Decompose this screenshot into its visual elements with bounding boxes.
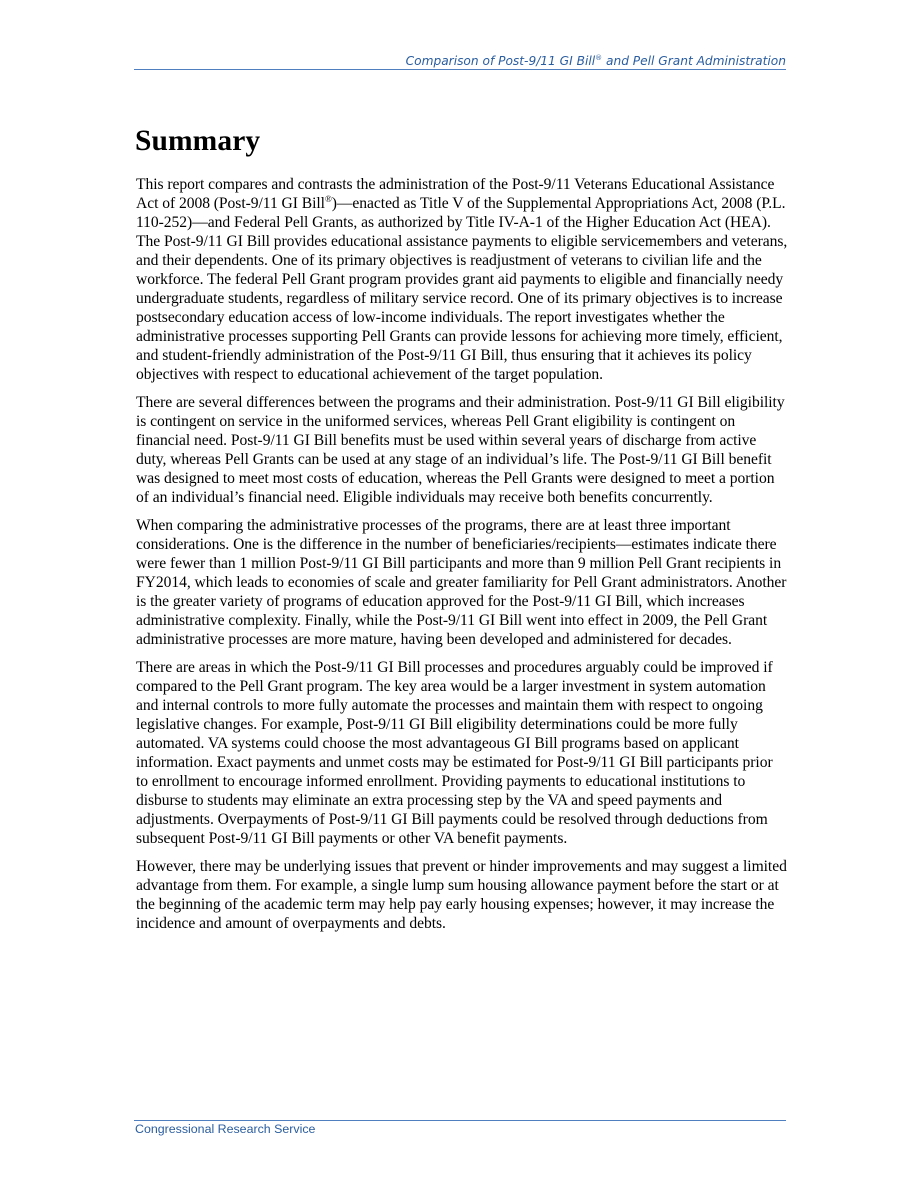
paragraph-differences: There are several differences between the programs and their administration. Post-9/11 GI Bill eligibility is contingent on service in the uniformed services, whereas Pell Grant eligibility is contingent on financial need. Post-9/11 GI Bill benefits must be used within several years of discharge from active duty, whereas Pell Grants can be used at any stage of an individual’s life. The Post-9/11 GI Bill benefit was designed to meet most costs of education, whereas the Pell Grants were designed to meet a portion of an individual’s financial need. Eligible individuals may receive both benefits concurrently. bbox=[136, 394, 785, 506]
paragraph-limitations: However, there may be underlying issues that prevent or hinder improvements and may suggest a limited advantage from them. For example, a single lump sum housing allowance payment before the start or at the beginning of the academic term may help pay early housing expenses; however, it may increase the incidence and amount of overpayments and debts. bbox=[136, 858, 787, 932]
footer-publisher: Congressional Research Service bbox=[135, 1122, 316, 1136]
paragraph-considerations: When comparing the administrative processes of the programs, there are at least three important considerations. One is the difference in the number of beneficiaries/recipients—estimates indicate there were fewer than 1 million Post-9/11 GI Bill participants and more than 9 million Pell Grant recipients in FY2014, which leads to economies of scale and greater familiarity for Pell Grant administrators. Another is the greater variety of programs of education approved for the Post-9/11 GI Bill, which increases administrative complexity. Finally, while the Post-9/11 GI Bill went into effect in 2009, the Pell Grant administrative processes are more mature, having been developed and administered for decades. bbox=[136, 517, 787, 648]
header-divider bbox=[134, 69, 786, 70]
paragraph-intro-rest: )—enacted as Title V of the Supplemental Appropriations Act, 2008 (P.L. 110-252)—and Federal Pell Grants, as authorized by Title IV-A-1 of the Higher Education Act (HEA). The Post-9/11 GI Bill provides educational assistance payments to eligible servicemembers and veterans, and their dependents. One of its primary objectives is readjustment of veterans to civilian life and the workforce. The federal Pell Grant program provides grant aid payments to eligible and financially needy undergraduate students, regardless of military service record. One of its primary objectives is to increase postsecondary education access of low-income individuals. The report investigates whether the administrative processes supporting Pell Grants can provide lessons for achieving more timely, efficient, and student-friendly administration of the Post-9/11 GI Bill, thus ensuring that it achieves its policy objectives with respect to educational achievement of the target population. bbox=[136, 195, 788, 383]
paragraph-intro-start: This report compares and contrasts the administration of the Post-9/11 Veterans Educational Assistance Act of 2008 (Post-9/11 GI Bill bbox=[136, 176, 775, 212]
paragraph-intro bbox=[136, 175, 788, 384]
running-header bbox=[134, 54, 786, 68]
summary-body bbox=[136, 175, 788, 942]
registered-mark: ® bbox=[324, 193, 332, 204]
paragraph-improvements: There are areas in which the Post-9/11 GI Bill processes and procedures arguably could be improved if compared to the Pell Grant program. The key area would be a larger investment in system automation and internal controls to more fully automate the processes and maintain them with respect to ongoing legislative changes. For example, Post-9/11 GI Bill eligibility determinations could be more fully automated. VA systems could choose the most advantageous GI Bill programs based on applicant information. Exact payments and unmet costs may be estimated for Post-9/11 GI Bill participants prior to enrollment to encourage informed enrollment. Providing payments to educational institutions to disburse to students may eliminate an extra processing step by the VA and speed payments and adjustments. Overpayments of Post-9/11 GI Bill payments could be resolved through deductions from subsequent Post-9/11 GI Bill payments or other VA benefit payments. bbox=[136, 659, 773, 847]
footer-divider bbox=[134, 1120, 786, 1121]
registered-mark: ® bbox=[595, 53, 603, 62]
running-header-title: Comparison of Post-9/11 GI Bill bbox=[405, 54, 596, 68]
page-title: Summary bbox=[135, 125, 261, 157]
running-header-title-end: and Pell Grant Administration bbox=[602, 54, 786, 68]
